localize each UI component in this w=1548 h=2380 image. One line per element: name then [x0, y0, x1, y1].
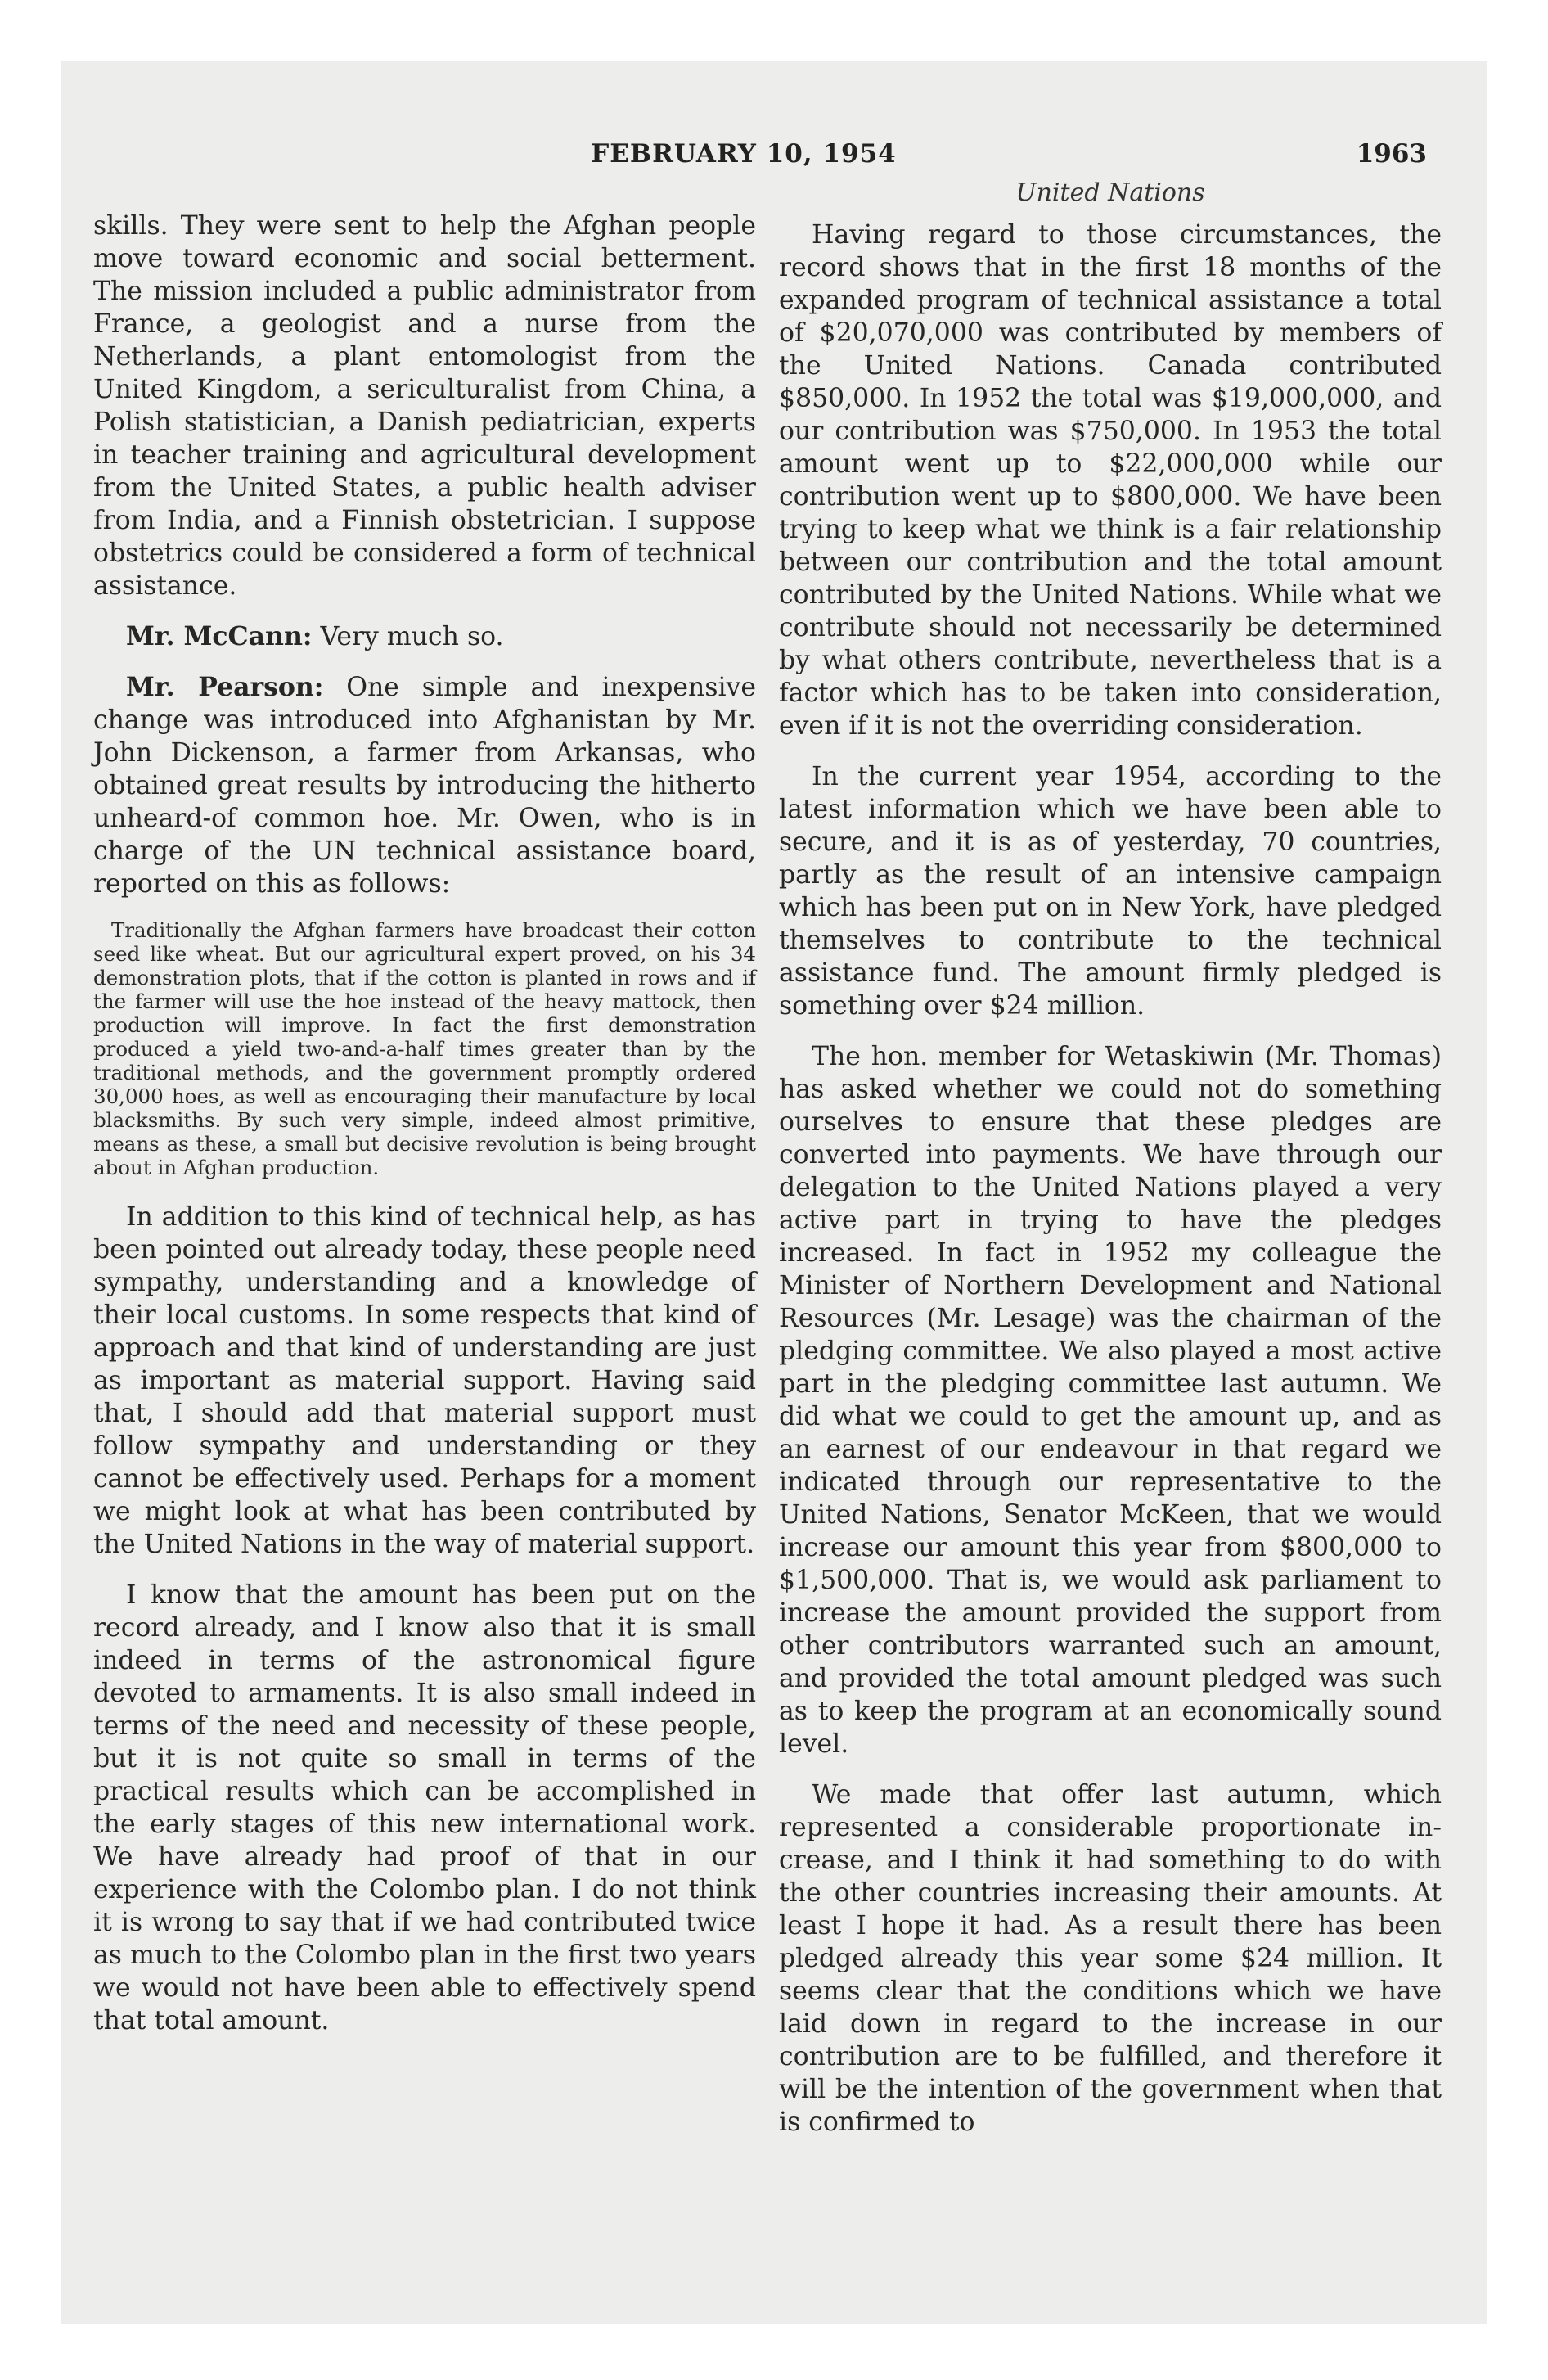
page-header	[61, 139, 1427, 175]
paragraph: skills. They were sent to help the Afghan people move toward economic and social betterment. The mission included a public administrator from France, a geologist and a nurse from the Netherlands, a plant entomologist from the United Kingdom, a sericulturalist from China, a Polish statistician, a Danish pediatrician, experts in teacher training and agricultural development from the United States, a public health adviser from India, and a Finnish obstetrician. I suppose obstetrics could be considered a form of technical assistance.	[93, 211, 756, 601]
speaker-name: Mr. McCann:	[126, 621, 313, 651]
speaker-paragraph	[93, 620, 756, 653]
paragraph: In addition to this kind of technical help, as has been pointed out already today, these people need sympathy, understanding and a knowledge of their local customs. In some respects that kind of approach and that kind of understanding are just as important as material support. Having said that, I should add that material support must follow sympathy and understanding or they cannot be effectively used. Perhaps for a moment we might look at what has been contributed by the United Nations in the way of material support.	[93, 1202, 756, 1559]
speaker-text: Very much so.	[320, 622, 504, 651]
speaker-text: One simple and inexpensive change was introduced into Afghanistan by Mr. John Dickenson, a farmer from Arkansas, who obtained great results by introducing the hitherto unheard-of common hoe. Mr. Owen, who is in charge of the UN technical assistance board, reported on this as follows:	[93, 673, 756, 899]
page-number: 1963	[1356, 139, 1427, 169]
paragraph: We made that offer last autumn, which represented a considerable proportionate increase, and I think it had something to do with the other countries increasing their amounts. At least I hope it had. As a result there has been pledged already this year some $24 million. It seems clear that the conditions which we have laid down in regard to the increase in our contribution are to be fulfilled, and therefore it will be the intention of the government when that is confirmed to	[779, 1780, 1442, 2137]
paragraph: Having regard to those circumstances, the record shows that in the first 18 months of the expanded program of technical assistance a total of $20,070,000 was contributed by members of the United Nations. Canada contributed $850,000. In 1952 the total was $19,000,000, and our contribution was $750,000. In 1953 the total amount went up to $22,000,000 while our contribution went up to $800,000. We have been trying to keep what we think is a fair relationship between our contribution and the total amount contributed by the United Nations. While what we contribute should not necessarily be determined by what others contribute, nevertheless that is a factor which has to be taken into consideration, even if it is not the overriding consideration.	[779, 220, 1442, 741]
left-column	[93, 210, 756, 2055]
header-date: FEBRUARY 10, 1954	[591, 139, 897, 169]
speaker-name: Mr. Pearson:	[126, 672, 324, 702]
paragraph: I know that the amount has been put on the record already, and I know also that it is small indeed in terms of the astronomical figure devoted to armaments. It is also small indeed in terms of the need and necessity of these people, but it is not quite so small in terms of the practical results which can be accomplished in the early stages of this new international work. We have already had proof of that in our experience with the Colombo plan. I do not think it is wrong to say that if we had contributed twice as much to the Colombo plan in the first two years we would not have been able to effectively spend that total amount.	[93, 1580, 756, 2035]
running-head: United Nations	[1015, 178, 1205, 207]
speaker-paragraph	[93, 671, 756, 900]
paragraph: In the current year 1954, according to the latest information which we have been able to secure, and it is as of yesterday, 70 countries, partly as the result of an intensive campaign which has been put on in New York, have pledged themselves to contribute to the technical assistance fund. The amount firmly pledged is something over $24 million.	[779, 762, 1442, 1021]
paragraph: The hon. member for Wetaskiwin (Mr. Thomas) has asked whether we could not do something ourselves to ensure that these pledges are converted into payments. We have through our delegation to the United Nations played a very active part in trying to have the pledges increased. In fact in 1952 my colleague the Minister of Northern Development and National Resources (Mr. Lesage) was the chairman of the pledging committee. We also played a most active part in the pledging committee last autumn. We did what we could to get the amount up, and as an earnest of our endeavour in that regard we indicated through our representative to the United Nations, Senator McKeen, that we would increase our amount this year from $800,000 to $1,500,000. That is, we would ask parliament to increase the amount provided the support from other contributors warranted such an amount, and provided the total amount pledged was such as to keep the program at an economically sound level.	[779, 1042, 1442, 1759]
block-quote: Traditionally the Afghan farmers have broadcast their cotton seed like wheat. But our agricultural expert proved, on his 34 demonstration plots, that if the cotton is planted in rows and if the farmer will use the hoe instead of the heavy mattock, then production will improve. In fact the first demonstration produced a yield two-and-a-half times greater than by the traditional methods, and the government promptly ordered 30,000 hoes, as well as encouraging their manufacture by local blacksmiths. By such very simple, indeed almost primitive, means as these, a small but decisive revolution is being brought about in Afghan production.	[93, 918, 756, 1179]
right-column	[779, 178, 1442, 2157]
